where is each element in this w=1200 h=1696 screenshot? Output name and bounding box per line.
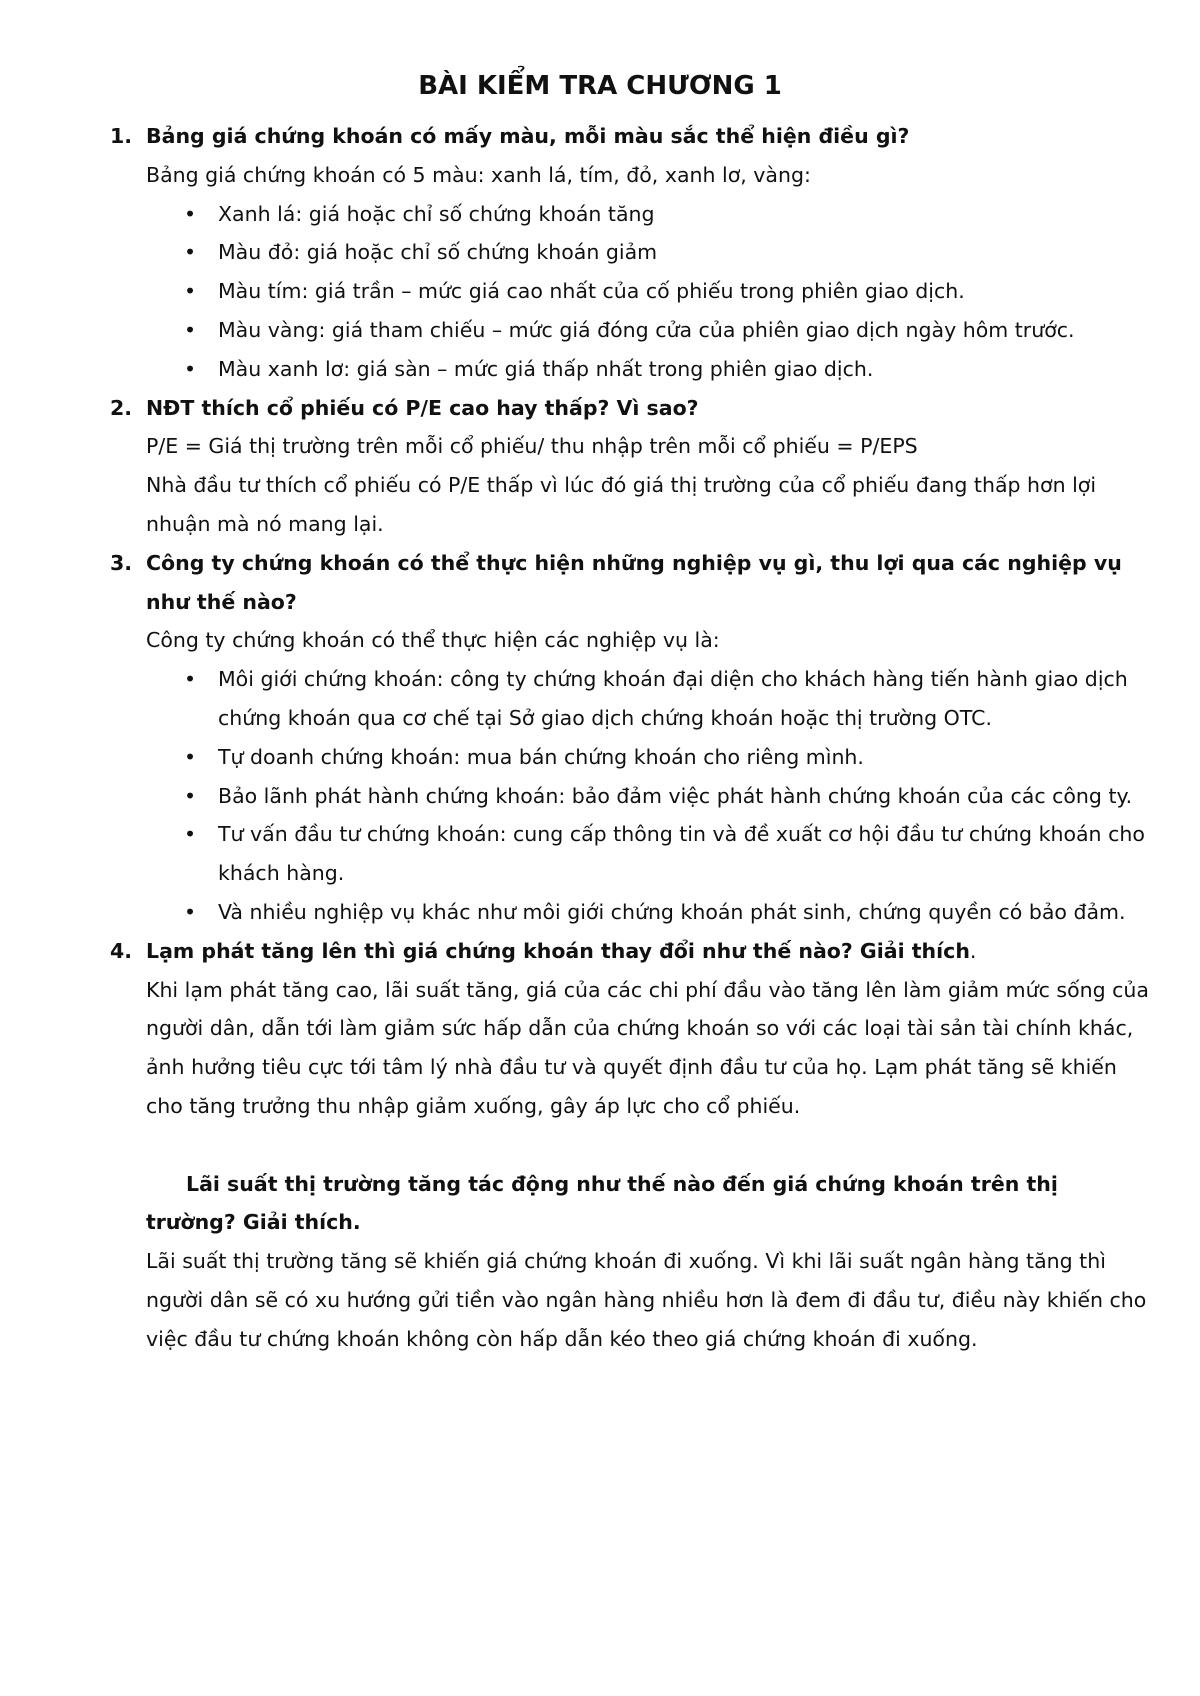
list-item: • Màu tím: giá trần – mức giá cao nhất của cố phiếu trong phiên giao dịch. bbox=[218, 272, 1150, 311]
list-item: • Màu đỏ: giá hoặc chỉ số chứng khoán giảm bbox=[218, 233, 1150, 272]
question-text: NĐT thích cổ phiếu có P/E cao hay thấp? Vì sao? bbox=[146, 395, 699, 420]
question-number: 1. bbox=[110, 124, 133, 148]
list-item: • Bảo lãnh phát hành chứng khoán: bảo đảm việc phát hành chứng khoán của các công ty. bbox=[218, 777, 1150, 816]
list-item: • Màu vàng: giá tham chiếu – mức giá đóng cửa của phiên giao dịch ngày hôm trước. bbox=[218, 311, 1150, 350]
question-number: 2. bbox=[110, 395, 133, 420]
document-title: BÀI KIỂM TRA CHƯƠNG 1 bbox=[418, 71, 782, 101]
document-body bbox=[110, 117, 1150, 1359]
list-item: • Và nhiều nghiệp vụ khác như môi giới chứng khoán phát sinh, chứng quyền có bảo đảm. bbox=[218, 893, 1150, 932]
question-2 bbox=[110, 389, 1150, 428]
answer-paragraph: P/E = Giá thị trường trên mỗi cổ phiếu/ thu nhập trên mỗi cổ phiếu = P/EPS bbox=[146, 434, 918, 459]
list-item: • Màu xanh lơ: giá sàn – mức giá thấp nhất trong phiên giao dịch. bbox=[218, 350, 1150, 389]
question-text: Bảng giá chứng khoán có mấy màu, mỗi màu sắc thể hiện điều gì? bbox=[146, 124, 910, 148]
answer-intro: Bảng giá chứng khoán có 5 màu: xanh lá, tím, đỏ, xanh lơ, vàng: bbox=[146, 162, 811, 187]
question-4 bbox=[110, 932, 1150, 971]
answer-paragraph: Nhà đầu tư thích cổ phiếu có P/E thấp vì lúc đó giá thị trường của cổ phiếu đang thấp hơn lợi nhuận mà nó mang lại. bbox=[146, 473, 1097, 536]
question-text bbox=[146, 932, 1150, 971]
answer-paragraph: Lãi suất thị trường tăng sẽ khiến giá chứng khoán đi xuống. Vì khi lãi suất ngân hàng tăng thì người dân sẽ có xu hướng gửi tiền vào ngân hàng nhiều hơn là đem đi đầu tư, điều này khiến cho việc đầu tư chứng khoán không còn hấp dẫn kéo theo giá chứng khoán đi xuống. bbox=[146, 1249, 1147, 1351]
question-text-tail: . bbox=[969, 938, 977, 963]
list-item: • Tự doanh chứng khoán: mua bán chứng khoán cho riêng mình. bbox=[218, 738, 1150, 777]
spacer bbox=[110, 1126, 1150, 1165]
question-text: Công ty chứng khoán có thể thực hiện những nghiệp vụ gì, thu lợi qua các nghiệp vụ như thế nào? bbox=[146, 550, 1122, 614]
list-item: • Môi giới chứng khoán: công ty chứng khoán đại diện cho khách hàng tiến hành giao dịch chứng khoán qua cơ chế tại Sở giao dịch chứng khoán hoặc thị trường OTC. bbox=[218, 660, 1150, 738]
list-item: • Xanh lá: giá hoặc chỉ số chứng khoán tăng bbox=[218, 195, 1150, 234]
list-item: • Tư vấn đầu tư chứng khoán: cung cấp thông tin và đề xuất cơ hội đầu tư chứng khoán cho khách hàng. bbox=[218, 815, 1150, 893]
question-number: 3. bbox=[110, 550, 133, 575]
question-3 bbox=[110, 544, 1150, 622]
question-text-main: Lạm phát tăng lên thì giá chứng khoán thay đổi như thế nào? Giải thích bbox=[146, 938, 970, 963]
answer-intro: Công ty chứng khoán có thể thực hiện các nghiệp vụ là: bbox=[146, 628, 720, 653]
question-5-text: Lãi suất thị trường tăng tác động như thế nào đến giá chứng khoán trên thị trường? Giải thích. bbox=[146, 1171, 1058, 1235]
bullet-list bbox=[110, 660, 1150, 932]
question-number: 4. bbox=[110, 938, 133, 963]
bullet-list bbox=[110, 195, 1150, 389]
question-1 bbox=[110, 117, 1150, 156]
answer-paragraph: Khi lạm phát tăng cao, lãi suất tăng, giá của các chi phí đầu vào tăng lên làm giảm mức sống của người dân, dẫn tới làm giảm sức hấp dẫn của chứng khoán so với các loại tài sản tài chính khác, ảnh hưởng tiêu cực tới tâm lý nhà đầu tư và quyết định đầu tư của họ. Lạm phát tăng sẽ khiến cho tăng trưởng thu nhập giảm xuống, gây áp lực cho cổ phiếu. bbox=[146, 977, 1149, 1118]
